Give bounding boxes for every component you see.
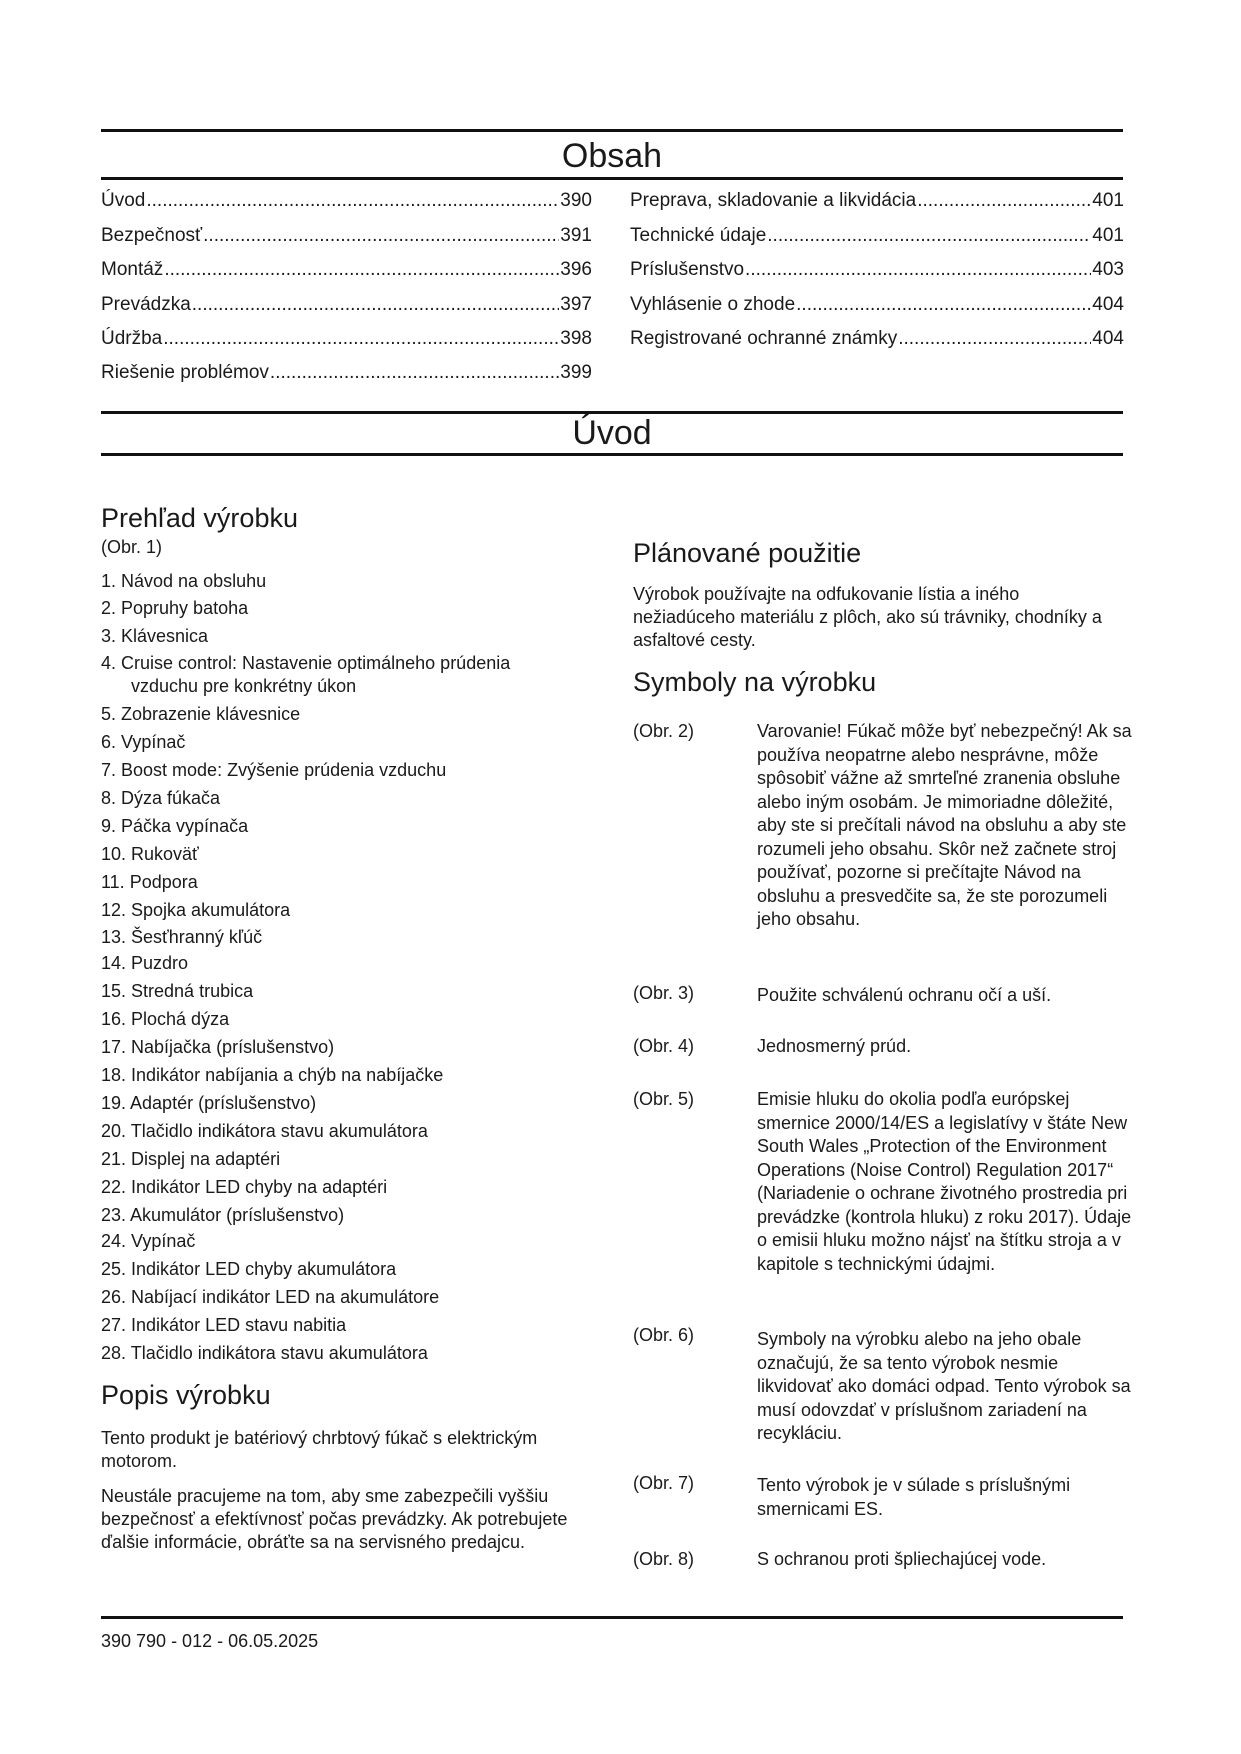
toc-entry[interactable] xyxy=(630,190,1124,214)
list-item: 6. Vypínač xyxy=(101,732,186,752)
toc-bottom-rule xyxy=(101,177,1123,180)
list-item: 9. Páčka vypínača xyxy=(101,816,249,836)
symbol-figure-ref: (Obr. 3) xyxy=(633,983,695,1003)
list-item: 8. Dýza fúkača xyxy=(101,788,221,808)
symbol-description: S ochranou proti špliechajúcej vode. xyxy=(757,1549,1047,1569)
toc-entry[interactable] xyxy=(101,294,592,318)
toc-entry[interactable] xyxy=(630,225,1124,249)
toc-entry-page: 399 xyxy=(560,362,592,383)
list-item: 2. Popruhy batoha xyxy=(101,598,249,618)
toc-entry[interactable] xyxy=(101,362,592,386)
toc-entry[interactable] xyxy=(101,259,592,283)
symbol-figure-ref: (Obr. 4) xyxy=(633,1036,695,1056)
toc-entry-label: Údržba xyxy=(101,328,163,349)
list-item: 7. Boost mode: Zvýšenie prúdenia vzduchu xyxy=(101,760,447,780)
toc-entry-page: 390 xyxy=(560,190,592,211)
description-paragraph: Neustále pracujeme na tom, aby sme zabezpečili vyššiu bezpečnosť a efektívnosť počas prevádzky. Ak potrebujete ďalšie informácie, obráťte sa na servisného predajcu. xyxy=(101,1486,568,1552)
symbol-description: Varovanie! Fúkač môže byť nebezpečný! Ak sa používa neopatrne alebo nesprávne, môže spôsobiť vážne až smrteľné zranenia obsluhe alebo iným osobám. Je mimoriadne dôležité, aby ste si prečítali návod na obsluhu a aby ste rozumeli jeho obsahu. Skôr než začnete stroj používať, pozorne si prečítajte Návod na obsluhu a presvedčite sa, že ste porozumeli jeho obsahu. xyxy=(757,721,1132,929)
symbols-heading: Symboly na výrobku xyxy=(633,667,877,697)
list-item: 10. Rukoväť xyxy=(101,844,199,864)
symbol-description: Emisie hluku do okolia podľa európskej smernice 2000/14/ES a legislatívy v štáte New South Wales „Protection of the Environment Operations (Noise Control) Regulation 2017“ (Nariadenie o ochrane životného prostredia pri prevádzke (kontrola hluku) z roku 2017). Údaje o emisii hluku možno nájsť na štítku stroja a v kapitole s technickými údajmi. xyxy=(757,1089,1132,1274)
toc-entry[interactable] xyxy=(101,190,592,214)
list-item: 25. Indikátor LED chyby akumulátora xyxy=(101,1259,397,1279)
symbol-description: Jednosmerný prúd. xyxy=(757,1036,912,1056)
list-item: 11. Podpora xyxy=(101,872,198,892)
symbol-figure-ref: (Obr. 5) xyxy=(633,1089,695,1109)
toc-entry-label: Úvod xyxy=(101,190,146,211)
description-paragraph: Tento produkt je batériový chrbtový fúkač s elektrickým motorom. xyxy=(101,1428,538,1471)
toc-entry-label: Bezpečnosť xyxy=(101,225,203,246)
symbol-figure-ref: (Obr. 6) xyxy=(633,1325,695,1345)
toc-entry[interactable] xyxy=(101,225,592,249)
toc-entry-page: 404 xyxy=(1092,328,1124,349)
list-item: 19. Adaptér (príslušenstvo) xyxy=(101,1093,317,1113)
description-heading: Popis výrobku xyxy=(101,1380,271,1410)
list-item: 22. Indikátor LED chyby na adaptéri xyxy=(101,1177,388,1197)
toc-entry-page: 398 xyxy=(560,328,592,349)
symbol-description: Použite schválenú ochranu očí a uší. xyxy=(757,985,1052,1005)
list-item: 20. Tlačidlo indikátora stavu akumulátora xyxy=(101,1121,428,1141)
list-item: 21. Displej na adaptéri xyxy=(101,1149,281,1169)
intro-bottom-rule xyxy=(101,453,1123,456)
toc-entry-page: 401 xyxy=(1092,225,1124,246)
list-item: 15. Stredná trubica xyxy=(101,981,254,1001)
list-item: 4. Cruise control: Nastavenie optimálneho prúdenia xyxy=(101,653,511,673)
list-item-continuation: vzduchu pre konkrétny úkon xyxy=(131,676,357,696)
list-item: 5. Zobrazenie klávesnice xyxy=(101,704,301,724)
footer-doc-id: 390 790 - 012 - 06.05.2025 xyxy=(101,1631,319,1651)
list-item: 28. Tlačidlo indikátora stavu akumulátora xyxy=(101,1343,428,1363)
list-item: 27. Indikátor LED stavu nabitia xyxy=(101,1315,347,1335)
list-item: 14. Puzdro xyxy=(101,953,189,973)
overview-heading: Prehľad výrobku xyxy=(101,503,298,533)
list-item: 1. Návod na obsluhu xyxy=(101,571,267,591)
overview-figure-ref: (Obr. 1) xyxy=(101,537,163,557)
toc-entry-page: 391 xyxy=(560,225,592,246)
toc-top-rule xyxy=(101,129,1123,132)
toc-entry-page: 401 xyxy=(1092,190,1124,211)
list-item: 12. Spojka akumulátora xyxy=(101,900,291,920)
toc-entry[interactable] xyxy=(630,294,1124,318)
toc-entry[interactable] xyxy=(101,328,592,352)
symbol-description: Symboly na výrobku alebo na jeho obale označujú, že sa tento výrobok nesmie likvidovať ako domáci odpad. Tento výrobok sa musí odovzdať v príslušnom zariadení na recykláciu. xyxy=(757,1329,1131,1443)
intended-use-text: Výrobok používajte na odfukovanie lístia a iného nežiadúceho materiálu z plôch, ako sú trávniky, chodníky a asfaltové cesty. xyxy=(633,584,1102,650)
intended-use-heading: Plánované použitie xyxy=(633,538,862,568)
list-item: 26. Nabíjací indikátor LED na akumulátore xyxy=(101,1287,440,1307)
toc-entry-label: Montáž xyxy=(101,259,164,280)
toc-entry-label: Preprava, skladovanie a likvidácia xyxy=(630,190,917,211)
toc-entry-page: 396 xyxy=(560,259,592,280)
toc-entry-page: 404 xyxy=(1092,294,1124,315)
toc-entry-label: Príslušenstvo xyxy=(630,259,745,280)
symbol-figure-ref: (Obr. 8) xyxy=(633,1549,695,1569)
toc-entry-label: Vyhlásenie o zhode xyxy=(630,294,796,315)
toc-entry-page: 397 xyxy=(560,294,592,315)
list-item: 17. Nabíjačka (príslušenstvo) xyxy=(101,1037,335,1057)
toc-entry-label: Riešenie problémov xyxy=(101,362,269,383)
intro-title: Úvod xyxy=(572,414,652,452)
list-item: 23. Akumulátor (príslušenstvo) xyxy=(101,1205,345,1225)
symbol-figure-ref: (Obr. 7) xyxy=(633,1473,695,1493)
list-item: 24. Vypínač xyxy=(101,1231,196,1251)
toc-entry-page: 403 xyxy=(1092,259,1124,280)
list-item: 13. Šesťhranný kľúč xyxy=(101,927,263,947)
toc-entry[interactable] xyxy=(630,259,1124,283)
footer-rule xyxy=(101,1616,1123,1619)
toc-entry[interactable] xyxy=(630,328,1124,352)
symbol-figure-ref: (Obr. 2) xyxy=(633,721,695,741)
symbol-description: Tento výrobok je v súlade s príslušnými smernicami ES. xyxy=(757,1475,1071,1519)
toc-entry-label: Prevádzka xyxy=(101,294,191,315)
list-item: 3. Klávesnica xyxy=(101,626,209,646)
list-item: 18. Indikátor nabíjania a chýb na nabíjačke xyxy=(101,1065,444,1085)
list-item: 16. Plochá dýza xyxy=(101,1009,230,1029)
toc-entry-label: Registrované ochranné známky xyxy=(630,328,898,349)
toc-title: Obsah xyxy=(561,137,663,175)
toc-entry-label: Technické údaje xyxy=(630,225,767,246)
